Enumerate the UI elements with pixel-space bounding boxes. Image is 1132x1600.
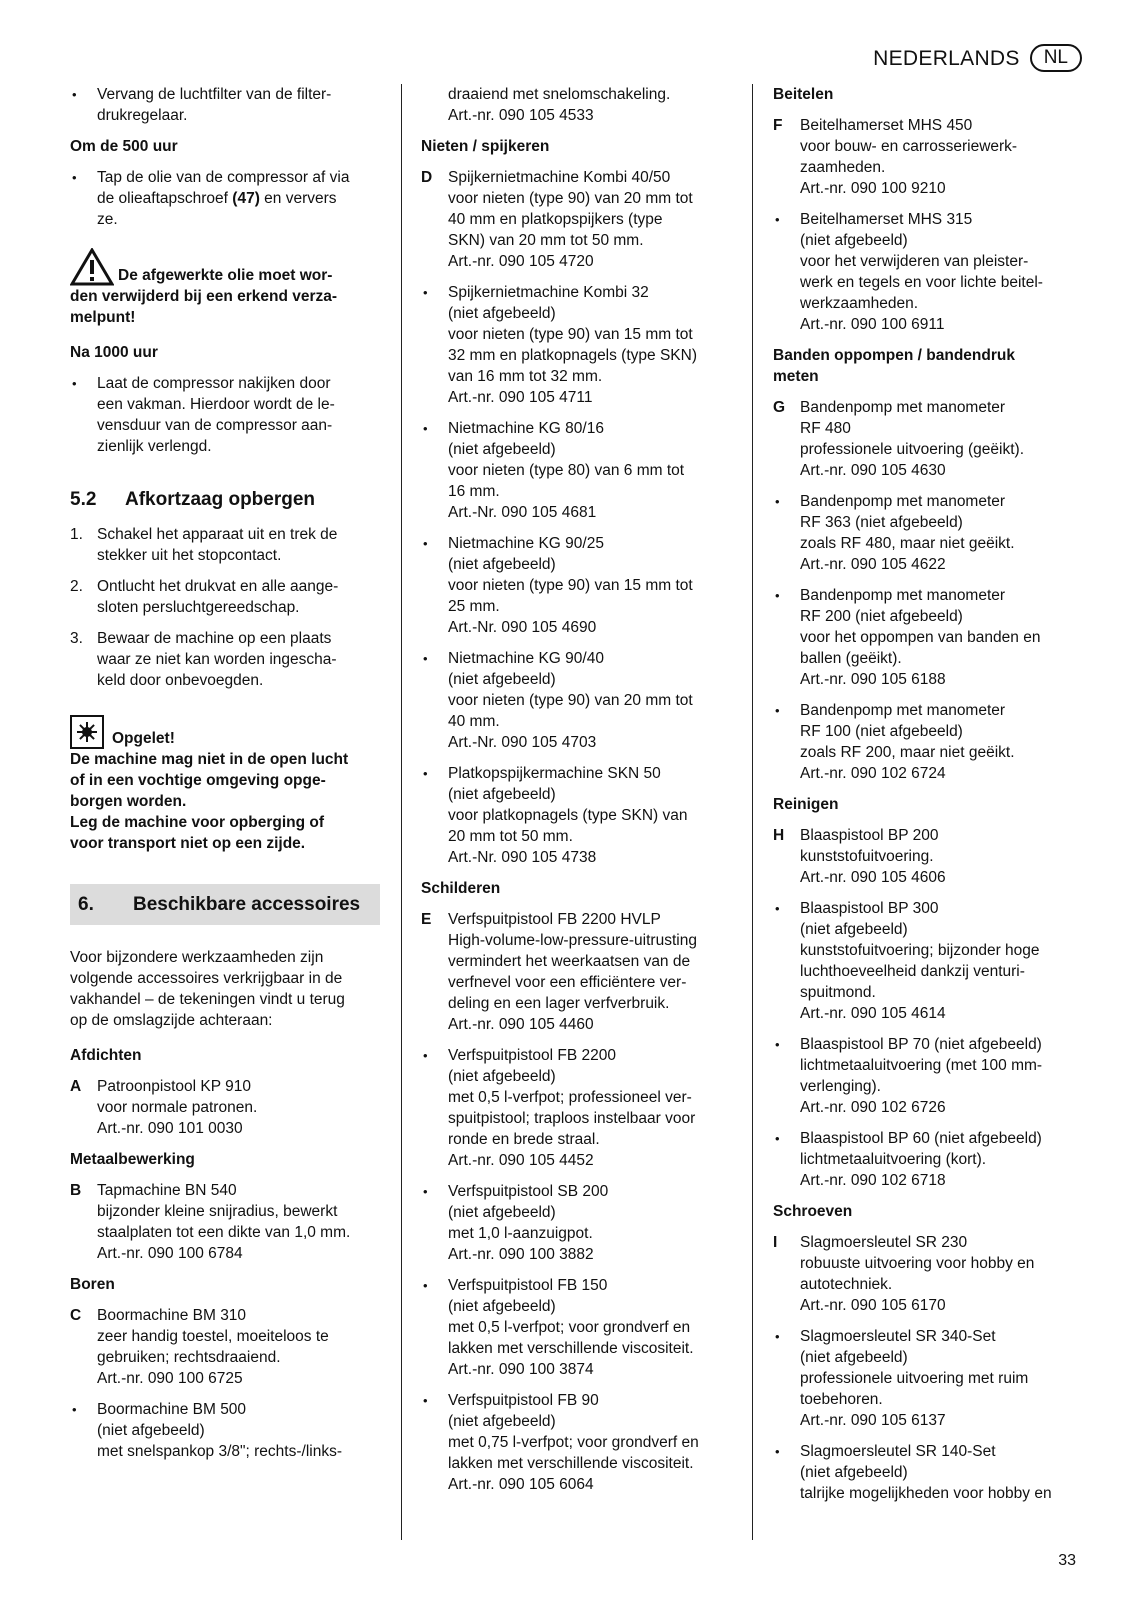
text-line: verfnevel voor een efficiëntere ver- (448, 974, 687, 991)
list-item (70, 84, 380, 126)
text-line: meten (773, 368, 819, 385)
accessory-item: • Verfspuitpistool FB 90 (niet afgebeeld) met 0,75 l-verfpot; voor grondverf en lakken met verschillende viscositeit. Art.-nr. 090 105 6064 (423, 1392, 699, 1493)
text-line: Art.-nr. 090 100 3874 (448, 1361, 594, 1378)
subheading: Beitelen (773, 86, 834, 103)
accessory-item: • Blaaspistool BP 300 (niet afgebeeld) kunststofuitvoering; bijzonder hoge luchthoeveelheid dankzij venturi- spuitmond. Art.-nr. 090 105 4614 (775, 900, 1040, 1022)
subheading: Nieten / spijkeren (421, 138, 550, 155)
bullet: • (72, 376, 77, 391)
text-line: (niet afgebeeld) (448, 671, 556, 688)
text-line: Beitelhamerset MHS 315 (800, 211, 973, 228)
text-line: Art.-Nr. 090 105 4703 (448, 734, 597, 751)
text-line: voor nieten (type 90) van 20 mm tot (448, 692, 693, 709)
text-line: (niet afgebeeld) (800, 1464, 908, 1481)
text-line: 20 mm tot 50 mm. (448, 828, 573, 845)
text-line: voor transport niet op een zijde. (70, 835, 306, 852)
column-left (70, 84, 380, 1472)
text-line: 40 mm. (448, 713, 500, 730)
text-line: Slagmoersleutel SR 140-Set (800, 1443, 996, 1460)
language-badge: NL (1030, 44, 1082, 72)
text-line: Slagmoersleutel SR 340-Set (800, 1328, 996, 1345)
text-line: werk en tegels en voor lichte beitel- (800, 274, 1043, 291)
text-line: 16 mm. (448, 483, 500, 500)
text-line: voor nieten (type 90) van 15 mm tot (448, 577, 693, 594)
text-line: voor normale patronen. (97, 1099, 258, 1116)
text-line: Schakel het apparaat uit en trek de (97, 526, 338, 543)
text-line: High-volume-low-pressure-uitrusting (448, 932, 697, 949)
text-line: Art.-nr. 090 105 4614 (800, 1005, 946, 1022)
text-line: staalplaten tot een dikte van 1,0 mm. (97, 1224, 351, 1241)
text-line: met 1,0 l-aanzuigpot. (448, 1225, 593, 1242)
text-line: Verfspuitpistool FB 2200 HVLP (448, 911, 661, 928)
text-line: (niet afgebeeld) (97, 1422, 205, 1439)
text-line: lichtmetaaluitvoering (kort). (800, 1151, 987, 1168)
text-line: autotechniek. (800, 1276, 893, 1293)
text-line: (niet afgebeeld) (448, 441, 556, 458)
text-line: lakken met verschillende viscositeit. (448, 1455, 694, 1472)
accessory-item: • Bandenpomp met manometer RF 363 (niet afgebeeld) zoals RF 480, maar niet geëikt. Art.-nr. 090 105 4622 (775, 493, 1015, 573)
subheading: Afdichten (70, 1047, 142, 1064)
text-line: een vakman. Hierdoor wordt de le- (97, 396, 335, 413)
text-line: Verfspuitpistool FB 2200 (448, 1047, 617, 1064)
text-line: talrijke mogelijkheden voor hobby en (800, 1485, 1052, 1502)
text-line: Platkopspijkermachine SKN 50 (448, 765, 661, 782)
text-line: Art.-nr. 090 102 6718 (800, 1172, 946, 1189)
continued-text (421, 84, 731, 126)
text-line: Bandenpomp met manometer (800, 702, 1006, 719)
chapter-heading: 6. Beschikbare accessoires (70, 884, 380, 925)
accessory-item: • Nietmachine KG 90/25 (niet afgebeeld) voor nieten (type 90) van 15 mm tot 25 mm. Art.-Nr. 090 105 4690 (423, 535, 693, 636)
text-line: Art.-nr. 090 105 4711 (448, 389, 593, 406)
accessory-item: A Patroonpistool KP 910 voor normale patronen. Art.-nr. 090 101 0030 (70, 1078, 258, 1137)
text-line: Vervang de luchtfilter van de filter- (97, 86, 332, 103)
text-line: (niet afgebeeld) (800, 1349, 908, 1366)
text-line: draaiend met snelomschakeling. (448, 86, 671, 103)
text-line: spuitmond. (800, 984, 876, 1001)
text-line: keld door onbevoegden. (97, 672, 264, 689)
text-line: bijzonder kleine snijradius, bewerkt (97, 1203, 338, 1220)
text-line: vermindert het weerkaatsen van de (448, 953, 691, 970)
subheading: Boren (70, 1276, 115, 1293)
text-line: Art.-nr. 090 100 6911 (800, 316, 945, 333)
accessory-item: • Bandenpomp met manometer RF 200 (niet afgebeeld) voor het oppompen van banden en ballen (geëikt). Art.-nr. 090 105 6188 (775, 587, 1041, 688)
language-label: NEDERLANDS (873, 46, 1020, 70)
text-line: kunststofuitvoering. (800, 848, 934, 865)
subheading: Om de 500 uur (70, 138, 178, 155)
warning-note: De afgewerkte olie moet wor- den verwijderd bij een erkend verza- melpunt! (70, 248, 380, 328)
step-item: 2. Ontlucht het drukvat en alle aange- sloten persluchtgereedschap. (70, 578, 339, 616)
text-line: Laat de compressor nakijken door (97, 375, 331, 392)
text-line: robuuste uitvoering voor hobby en (800, 1255, 1035, 1272)
item-text: Tap de olie van de compressor af via de olieaftapschroef (47) en ververs ze. (97, 169, 350, 228)
warning-triangle-icon (70, 248, 114, 286)
text-line: Art.-nr. 090 100 3882 (448, 1246, 594, 1263)
text-line: voor nieten (type 80) van 6 mm tot (448, 462, 685, 479)
text-line: Art.-nr. 090 105 4452 (448, 1152, 594, 1169)
text-line: Banden oppompen / bandendruk (773, 347, 1015, 364)
step-item: 1. Schakel het apparaat uit en trek de stekker uit het stopcontact. (70, 526, 338, 564)
text-line: met snelspankop 3/8"; rechts-/links- (97, 1443, 342, 1460)
list-item (70, 167, 380, 230)
text-line: professionele uitvoering (geëikt). (800, 441, 1025, 458)
text-line: lakken met verschillende viscositeit. (448, 1340, 694, 1357)
text-line: Blaaspistool BP 70 (niet afgebeeld) (800, 1036, 1042, 1053)
text-line: werkzaamheden. (800, 295, 919, 312)
text-line: vensduur van de compressor aan- (97, 417, 333, 434)
text-line: drukregelaar. (97, 107, 188, 124)
text-line: op de omslagzijde achteraan: (70, 1012, 273, 1029)
caution-note: Opgelet! De machine mag niet in de open lucht of in een vochtige omgeving opge- borgen worden. Leg de machine voor opberging of voor transport niet op een zijde. (70, 715, 380, 854)
text-line: zoals RF 200, maar niet geëikt. (800, 744, 1015, 761)
text-line: (niet afgebeeld) (448, 1413, 556, 1430)
bullet: • (72, 87, 77, 102)
text-line: Art.-Nr. 090 105 4681 (448, 504, 597, 521)
text-line: borgen worden. (70, 793, 187, 810)
text-line: Bandenpomp met manometer (800, 587, 1006, 604)
text-line: Art.-nr. 090 105 6064 (448, 1476, 594, 1493)
page-number: 33 (1058, 1552, 1076, 1569)
text-line: Nietmachine KG 80/16 (448, 420, 604, 437)
text-line: Art.-nr. 090 100 9210 (800, 180, 946, 197)
accessory-item: • Verfspuitpistool FB 2200 (niet afgebeeld) met 0,5 l-verfpot; professioneel ver- spuitpistool; traploos instelbaar voor ronde en brede straal. Art.-nr. 090 105 4452 (423, 1047, 696, 1169)
text-line: waar ze niet kan worden ingescha- (97, 651, 337, 668)
subheading: Schroeven (773, 1203, 853, 1220)
column-divider (752, 84, 753, 1540)
subheading (773, 345, 1083, 387)
text-line: Art.-nr. 090 105 4622 (800, 556, 946, 573)
text-line: met 0,5 l-verfpot; voor grondverf en (448, 1319, 691, 1336)
text-line: Leg de machine voor opberging of (70, 814, 325, 831)
subheading: Metaalbewerking (70, 1151, 195, 1168)
accessory-item: • Verfspuitpistool SB 200 (niet afgebeeld) met 1,0 l-aanzuigpot. Art.-nr. 090 100 3882 (423, 1183, 609, 1263)
text-line: gebruiken; rechtsdraaiend. (97, 1349, 281, 1366)
text-line: Nietmachine KG 90/40 (448, 650, 604, 667)
text-line: volgende accessoires verkrijgbaar in de (70, 970, 343, 987)
text-line: (niet afgebeeld) (448, 305, 556, 322)
text-line: Verfspuitpistool SB 200 (448, 1183, 609, 1200)
accessory-item: • Verfspuitpistool FB 150 (niet afgebeeld) met 0,5 l-verfpot; voor grondverf en lakken met verschillende viscositeit. Art.-nr. 090 100 3874 (423, 1277, 694, 1378)
text-line: deling en een lager verfverbruik. (448, 995, 670, 1012)
text-line: voor platkopnagels (type SKN) van (448, 807, 688, 824)
text-line: lichtmetaaluitvoering (met 100 mm- (800, 1057, 1043, 1074)
text-line: RF 363 (niet afgebeeld) (800, 514, 963, 531)
text-line: Blaaspistool BP 60 (niet afgebeeld) (800, 1130, 1042, 1147)
text-line: ballen (geëikt). (800, 650, 902, 667)
section-heading: 5.2 Afkortzaag opbergen (70, 489, 316, 510)
text-line: Art.-nr. 090 105 6170 (800, 1297, 946, 1314)
text-line: Art.-nr. 090 100 6725 (97, 1370, 243, 1387)
text-line: Voor bijzondere werkzaamheden zijn (70, 949, 324, 966)
text-line: toebehoren. (800, 1391, 883, 1408)
text-line: verlenging). (800, 1078, 881, 1095)
text-line: ronde en brede straal. (448, 1131, 600, 1148)
step-item: 3. Bewaar de machine op een plaats waar ze niet kan worden ingescha- keld door onbevoegden. (70, 630, 337, 689)
text-line: professionele uitvoering met ruim (800, 1370, 1029, 1387)
text-line: Beitelhamerset MHS 450 (800, 117, 973, 134)
text-line: Bandenpomp met manometer (800, 493, 1006, 510)
text-line: Art.-nr. 090 101 0030 (97, 1120, 243, 1137)
text-line: Boormachine BM 310 (97, 1307, 247, 1324)
text-line: voor nieten (type 90) van 20 mm tot (448, 190, 693, 207)
accessory-item: • Nietmachine KG 80/16 (niet afgebeeld) voor nieten (type 80) van 6 mm tot 16 mm. Art.-Nr. 090 105 4681 (423, 420, 685, 521)
text-line: luchthoeveelheid dankzij venturi- (800, 963, 1025, 980)
text-line: Art.-nr. 090 105 4630 (800, 462, 946, 479)
accessory-item: F Beitelhamerset MHS 450 voor bouw- en carrosseriewerk- zaamheden. Art.-nr. 090 100 9210 (773, 117, 1018, 197)
text-line: Art.-nr. 090 105 4720 (448, 253, 594, 270)
text-line: Art.-Nr. 090 105 4738 (448, 849, 597, 866)
text-line: Art.-Nr. 090 105 4690 (448, 619, 597, 636)
text-line: RF 200 (niet afgebeeld) (800, 608, 963, 625)
text-line: of in een vochtige omgeving opge- (70, 772, 326, 789)
text-line: Art.-nr. 090 105 4533 (448, 107, 594, 124)
text-line: voor het oppompen van banden en (800, 629, 1041, 646)
text-line: spuitpistool; traploos instelbaar voor (448, 1110, 696, 1127)
caution-box-icon (70, 715, 104, 749)
text-line: Patroonpistool KP 910 (97, 1078, 251, 1095)
text-line: sloten persluchtgereedschap. (97, 599, 300, 616)
text-line: (niet afgebeeld) (800, 921, 908, 938)
accessory-item: • Bandenpomp met manometer RF 100 (niet afgebeeld) zoals RF 200, maar niet geëikt. Art.-nr. 090 102 6724 (775, 702, 1015, 782)
text-line: Blaaspistool BP 300 (800, 900, 939, 917)
accessory-item: B Tapmachine BN 540 bijzonder kleine snijradius, bewerkt staalplaten tot een dikte van 1,0 mm. Art.-nr. 090 100 6784 (70, 1182, 351, 1262)
text-line: met 0,5 l-verfpot; professioneel ver- (448, 1089, 692, 1106)
text-line: (niet afgebeeld) (800, 232, 908, 249)
accessory-item: • Beitelhamerset MHS 315 (niet afgebeeld) voor het verwijderen van pleister- werk en tegels en voor lichte beitel- werkzaamheden. Art.-nr. 090 100 6911 (775, 211, 1043, 333)
subheading: Reinigen (773, 796, 839, 813)
accessory-item: • Slagmoersleutel SR 140-Set (niet afgebeeld) talrijke mogelijkheden voor hobby en (775, 1443, 1052, 1502)
text-line: Spijkernietmachine Kombi 40/50 (448, 169, 671, 186)
text-line: 25 mm. (448, 598, 500, 615)
text-line: vakhandel – de tekeningen vindt u terug (70, 991, 345, 1008)
text-line: met 0,75 l-verfpot; voor grondverf en (448, 1434, 699, 1451)
text-line: (niet afgebeeld) (448, 556, 556, 573)
accessory-item: • Nietmachine KG 90/40 (niet afgebeeld) voor nieten (type 90) van 20 mm tot 40 mm. Art.-Nr. 090 105 4703 (423, 650, 693, 751)
accessory-item: • Blaaspistool BP 60 (niet afgebeeld) lichtmetaaluitvoering (kort). Art.-nr. 090 102 6718 (775, 1130, 1042, 1189)
text-line: kunststofuitvoering; bijzonder hoge (800, 942, 1040, 959)
text-line: voor nieten (type 90) van 15 mm tot (448, 326, 693, 343)
text-line: RF 100 (niet afgebeeld) (800, 723, 963, 740)
text-line: stekker uit het stopcontact. (97, 547, 282, 564)
text-line: Art.-nr. 090 105 4460 (448, 1016, 594, 1033)
text-line: RF 480 (800, 420, 851, 437)
accessory-item: H Blaaspistool BP 200 kunststofuitvoering. Art.-nr. 090 105 4606 (773, 827, 946, 886)
text-line: zaamheden. (800, 159, 886, 176)
text-line: (niet afgebeeld) (448, 786, 556, 803)
accessory-item: • Slagmoersleutel SR 340-Set (niet afgebeeld) professionele uitvoering met ruim toebehoren. Art.-nr. 090 105 6137 (775, 1328, 1029, 1429)
text-line: De machine mag niet in de open lucht (70, 751, 349, 768)
subheading: Na 1000 uur (70, 344, 158, 361)
text-line: van 16 mm tot 32 mm. (448, 368, 603, 385)
text-line: Spijkernietmachine Kombi 32 (448, 284, 649, 301)
text-line: Blaaspistool BP 200 (800, 827, 939, 844)
column-middle (421, 84, 731, 1505)
text-line: zoals RF 480, maar niet geëikt. (800, 535, 1015, 552)
text-line: Bewaar de machine op een plaats (97, 630, 332, 647)
accessory-item: • Boormachine BM 500 (niet afgebeeld) met snelspankop 3/8"; rechts-/links- (72, 1401, 342, 1460)
accessory-item: D Spijkernietmachine Kombi 40/50 voor nieten (type 90) van 20 mm tot 40 mm en platkopspijkers (type SKN) van 20 mm tot 50 mm. Art.-nr. 090 105 4720 (421, 169, 693, 270)
text-line: 40 mm en platkopspijkers (type (448, 211, 663, 228)
text-line: 32 mm en platkopnagels (type SKN) (448, 347, 697, 364)
text-line: Tapmachine BN 540 (97, 1182, 237, 1199)
accessory-item: • Spijkernietmachine Kombi 32 (niet afgebeeld) voor nieten (type 90) van 15 mm tot 32 mm en platkopnagels (type SKN) van 16 mm tot 32 mm. Art.-nr. 090 105 4711 (423, 284, 697, 406)
text-line: Bandenpomp met manometer (800, 399, 1006, 416)
column-divider (401, 84, 402, 1540)
list-item (70, 373, 380, 457)
text-line: (niet afgebeeld) (448, 1298, 556, 1315)
accessory-item: I Slagmoersleutel SR 230 robuuste uitvoering voor hobby en autotechniek. Art.-nr. 090 105 6170 (773, 1234, 1035, 1314)
text-line: Nietmachine KG 90/25 (448, 535, 604, 552)
accessory-item: E Verfspuitpistool FB 2200 HVLP High-volume-low-pressure-uitrusting vermindert het weerkaatsen van de verfnevel voor een efficiëntere ver- deling en een lager verfverbruik. Art.-nr. 090 105 4460 (421, 911, 697, 1033)
accessory-item: • Platkopspijkermachine SKN 50 (niet afgebeeld) voor platkopnagels (type SKN) van 20 mm tot 50 mm. Art.-Nr. 090 105 4738 (423, 765, 688, 866)
accessory-item: C Boormachine BM 310 zeer handig toestel, moeiteloos te gebruiken; rechtsdraaiend. Art.-nr. 090 100 6725 (70, 1307, 329, 1387)
text-line: (niet afgebeeld) (448, 1068, 556, 1085)
text-line: Verfspuitpistool FB 150 (448, 1277, 608, 1294)
text-line: Ontlucht het drukvat en alle aange- (97, 578, 339, 595)
text-line: zeer handig toestel, moeiteloos te (97, 1328, 329, 1345)
column-right (773, 84, 1083, 1514)
accessory-item: • Blaaspistool BP 70 (niet afgebeeld) lichtmetaaluitvoering (met 100 mm- verlenging). Art.-nr. 090 102 6726 (775, 1036, 1043, 1116)
text-line: voor bouw- en carrosseriewerk- (800, 138, 1018, 155)
text-line: Art.-nr. 090 102 6726 (800, 1099, 946, 1116)
text-line: Verfspuitpistool FB 90 (448, 1392, 599, 1409)
page-header (873, 44, 1082, 72)
text-line: Art.-nr. 090 105 6188 (800, 671, 946, 688)
text-line: Slagmoersleutel SR 230 (800, 1234, 968, 1251)
subheading: Schilderen (421, 880, 501, 897)
accessory-item: G Bandenpomp met manometer RF 480 professionele uitvoering (geëikt). Art.-nr. 090 105 4630 (773, 399, 1025, 479)
bullet: • (72, 170, 77, 185)
text-line: voor het verwijderen van pleister- (800, 253, 1029, 270)
text-line: zienlijk verlengd. (97, 438, 212, 455)
text-line: Art.-nr. 090 100 6784 (97, 1245, 243, 1262)
text-line: Art.-nr. 090 102 6724 (800, 765, 946, 782)
text-line: Art.-nr. 090 105 6137 (800, 1412, 946, 1429)
text-line: SKN) van 20 mm tot 50 mm. (448, 232, 644, 249)
text-line: (niet afgebeeld) (448, 1204, 556, 1221)
text-line: Boormachine BM 500 (97, 1401, 247, 1418)
intro-text (70, 947, 380, 1031)
text-line: Art.-nr. 090 105 4606 (800, 869, 946, 886)
